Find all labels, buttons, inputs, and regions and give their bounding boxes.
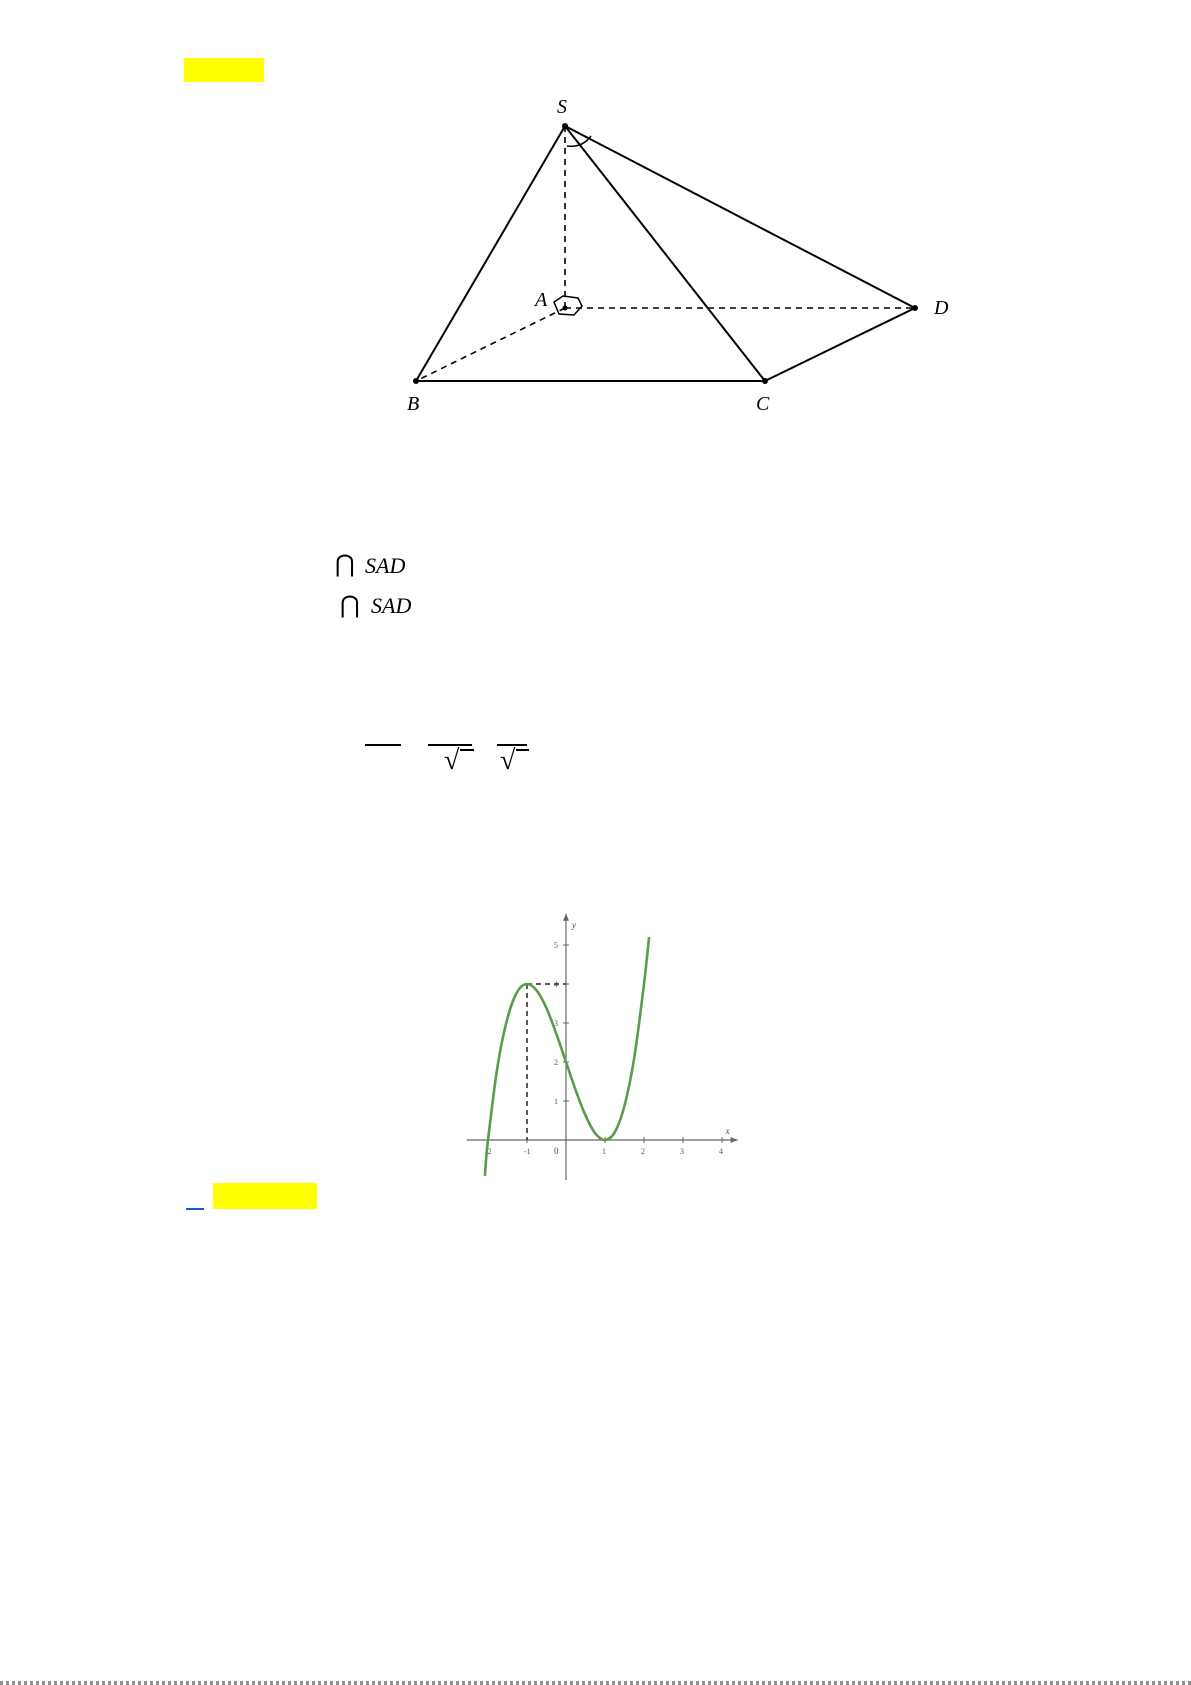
- edge-SC: [565, 126, 765, 381]
- plane-label-1: SAD: [365, 553, 406, 578]
- pyramid-figure: [0, 80, 1191, 510]
- fraction-bar-1: [365, 744, 401, 746]
- y-tick-label-3: 4: [554, 980, 558, 989]
- edge-CD: [765, 308, 915, 381]
- sqrt-overline-1: [460, 749, 474, 751]
- x-tick-label-3: 2: [641, 1147, 645, 1156]
- label-S: S: [557, 96, 567, 118]
- x-tick-label-2: 1: [602, 1147, 606, 1156]
- vertex-C: [762, 378, 768, 384]
- y-tick-label-2: 3: [554, 1019, 558, 1028]
- right-angle-mark-A: [554, 296, 582, 315]
- y-axis-arrow: [563, 914, 569, 921]
- sqrt-symbol-2: √: [500, 745, 516, 776]
- intersection-symbol-1: ⋂: [335, 552, 355, 578]
- plane-label-2: SAD: [371, 593, 412, 618]
- label-A: A: [535, 289, 548, 311]
- function-graph: [0, 910, 1191, 1180]
- vertex-A: [563, 306, 568, 311]
- sqrt-symbol-1: √: [444, 745, 460, 776]
- x-axis-arrow: [731, 1137, 738, 1143]
- highlight-bottom: [213, 1183, 317, 1209]
- x-tick-label-4: 3: [680, 1147, 684, 1156]
- edge-SD: [565, 126, 915, 308]
- sqrt-overline-2: [516, 749, 529, 751]
- y-axis-label: y: [572, 919, 576, 930]
- y-tick-label-1: 2: [554, 1058, 558, 1067]
- link-underline[interactable]: [186, 1208, 204, 1210]
- vertex-B: [413, 378, 419, 384]
- x-tick-label-0: -2: [485, 1147, 492, 1156]
- label-C: C: [756, 393, 770, 415]
- page-bottom-border: [0, 1681, 1191, 1685]
- x-tick-label-5: 4: [719, 1147, 723, 1156]
- y-tick-label-4: 5: [554, 941, 558, 950]
- x-axis-label: x: [725, 1126, 730, 1136]
- edge-SB: [416, 126, 565, 381]
- intersection-symbol-2: ⋂: [340, 593, 360, 619]
- x-tick-label-1: -1: [524, 1147, 531, 1156]
- highlight-top: [184, 58, 264, 82]
- label-D: D: [934, 297, 949, 319]
- vertex-S: [562, 123, 568, 129]
- vertex-D: [912, 305, 918, 311]
- origin-label: 0: [554, 1146, 559, 1156]
- y-tick-label-0: 1: [554, 1097, 558, 1106]
- label-B: B: [407, 393, 420, 415]
